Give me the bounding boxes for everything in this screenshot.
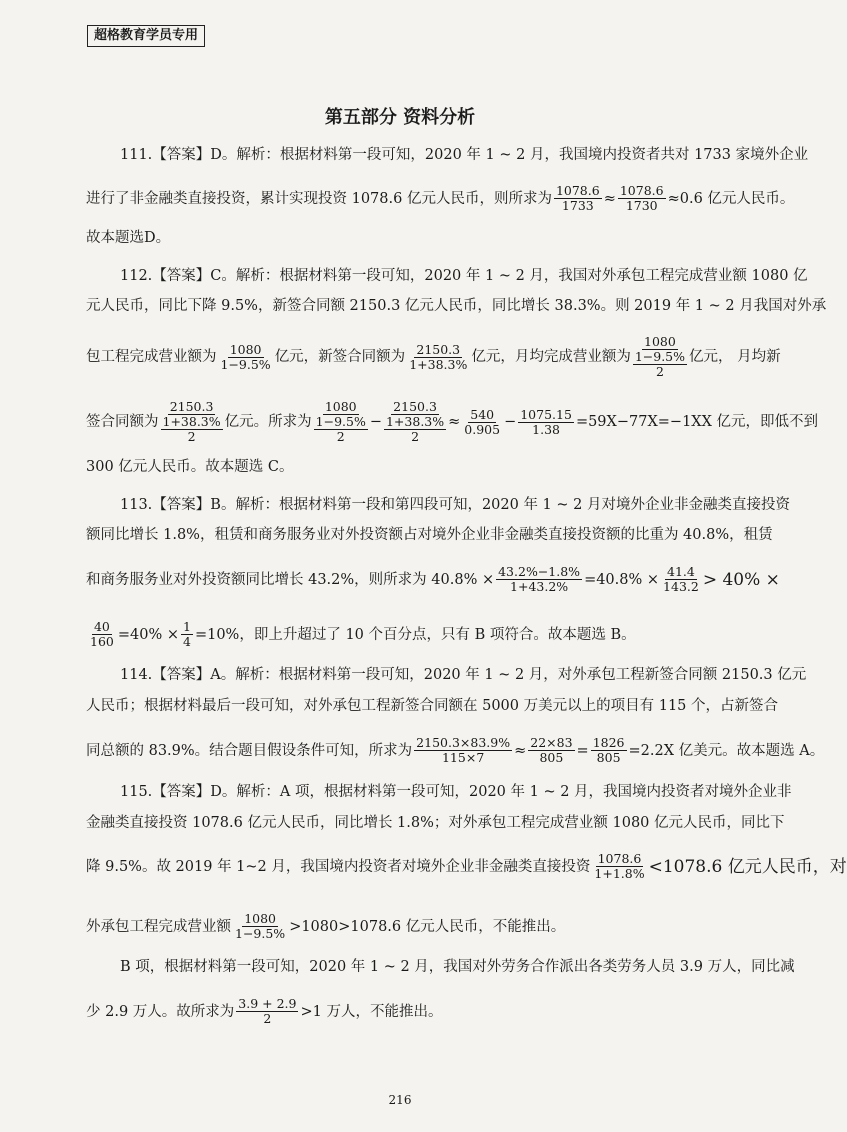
q115-line-4: 外承包工程完成营业额 $\frac{1080}{1-9.5\%}$ >1080>1078.6 亿元人民币，不能推出。 <box>86 911 566 941</box>
compound-fraction: 2150.3 1+38.3% 2 <box>162 399 221 444</box>
fraction: $\frac{1080}{1-9.5\%}$ <box>220 341 271 372</box>
q114-line-1: 114.【答案】A。解析：根据材料第一段可知，2020 年 1 ~ 2 月，对外承包工程新签合同额 2150.3 亿元 <box>120 667 807 683</box>
q112-line-4: 签合同额为 2150.3 1+38.3% 2 亿元。所求为 1080 1−9.5% 2 − 2150.3 1+38.3% 2 ≈ $\frac{540}{0.905}$ − $\frac{1075.15}{1.38}$ =59X−77X=−1XX 亿元，即低不到 <box>86 399 819 444</box>
q113-line-1: 113.【答案】B。解析：根据材料第一段和第四段可知，2020 年 1 ~ 2 月对境外企业非金融类直接投资 <box>120 497 790 513</box>
fraction: $\frac{41.4}{143.2}$ <box>663 564 699 594</box>
fraction: $\frac{43.2\%-1.8\%}{1+43.2\%}$ <box>498 564 581 594</box>
q112-line-2: 元人民币，同比下降 9.5%，新签合同额 2150.3 亿元人民币，同比增长 38.3%。则 2019 年 1 ~ 2 月我国对外承 <box>86 298 827 314</box>
q113-line-2: 额同比增长 1.8%，租赁和商务服务业对外投资额占对境外企业非金融类直接投资额的比重为 40.8%，租赁 <box>86 527 773 543</box>
q111-line-1: 111.【答案】D。解析：根据材料第一段可知，2020 年 1 ~ 2 月，我国境内投资者共对 1733 家境外企业 <box>120 147 809 163</box>
q115-line-2: 金融类直接投资 1078.6 亿元人民币，同比增长 1.8%；对外承包工程完成营业额 1080 亿元人民币，同比下 <box>86 815 785 831</box>
q112-line-3: 包工程完成营业额为 $\frac{1080}{1-9.5\%}$ 亿元，新签合同额为 $\frac{2150.3}{1+38.3\%}$ 亿元，月均完成营业额为 1080 1−9.5% 2 亿元， 月均新 <box>86 334 781 379</box>
q113-line-4: $\frac{40}{160}$ =40% × $\frac{1}{4}$ =10%，即上升超过了 10 个百分点，只有 B 项符合。故本题选 B。 <box>90 619 636 649</box>
q112-line-5: 300 亿元人民币。故本题选 C。 <box>86 459 294 475</box>
fraction: $\frac{40}{160}$ <box>90 619 114 649</box>
q111-line-3: 故本题选D。 <box>86 230 171 246</box>
fraction: $\frac{1826}{805}$ <box>592 735 625 765</box>
fraction: $\frac{22\times 83}{805}$ <box>530 735 573 765</box>
fraction: $\frac{2150.3}{1+38.3\%}$ <box>409 341 468 372</box>
compound-fraction: 1080 1−9.5% 2 <box>634 334 686 379</box>
section-title: 第五部分 资料分析 <box>324 107 476 128</box>
q115-line-3: 降 9.5%。故 2019 年 1~2 月，我国境内投资者对境外企业非金融类直接投资 $\frac{1078.6}{1+1.8\%}$ <1078.6 亿元人民币，对 <box>86 851 847 881</box>
fraction: $\frac{1078.6}{1730}$ <box>619 183 664 213</box>
page-number: 216 <box>388 1093 412 1107</box>
fraction: $\frac{1}{4}$ <box>183 619 191 649</box>
fraction: $\frac{2150.3\times 83.9\%}{115\times 7}$ <box>416 735 511 765</box>
fraction: $\frac{3.9 + 2.9}{2}$ <box>238 996 297 1026</box>
q114-line-3: 同总额的 83.9%。结合题目假设条件可知，所求为 $\frac{2150.3\times 83.9\%}{115\times 7}$ ≈ $\frac{22\times 83}{805}$ = $\frac{1826}{805}$ =2.2X 亿美元。故本题选 A。 <box>86 735 825 765</box>
student-only-tag: 超格教育学员专用 <box>87 25 205 47</box>
fraction: $\frac{1078.6}{1733}$ <box>555 183 600 213</box>
q113-line-3: 和商务服务业对外投资额同比增长 43.2%，则所求为 40.8% × $\frac{43.2\%-1.8\%}{1+43.2\%}$ =40.8% × $\frac{41.4}{143.2}$ > 40% × <box>86 564 780 594</box>
q112-line-1: 112.【答案】C。解析：根据材料第一段可知，2020 年 1 ~ 2 月，我国对外承包工程完成营业额 1080 亿 <box>120 268 808 284</box>
q115-line-1: 115.【答案】D。解析：A 项，根据材料第一段可知，2020 年 1 ~ 2 月，我国境内投资者对境外企业非 <box>120 784 792 800</box>
compound-fraction: 2150.3 1+38.3% 2 <box>385 399 445 444</box>
fraction: $\frac{1080}{1-9.5\%}$ <box>235 911 286 941</box>
compound-fraction: 1080 1−9.5% 2 <box>315 399 366 444</box>
q115-line-6: 少 2.9 万人。故所求为 $\frac{3.9 + 2.9}{2}$ >1 万人，不能推出。 <box>86 996 443 1026</box>
fraction: $\frac{1075.15}{1.38}$ <box>520 406 572 437</box>
fraction: $\frac{540}{0.905}$ <box>464 406 501 437</box>
q111-line-2: 进行了非金融类直接投资，累计实现投资 1078.6 亿元人民币，则所求为 $\frac{1078.6}{1733}$ ≈ $\frac{1078.6}{1730}$ ≈0.6 亿元人民币。 <box>86 183 795 213</box>
q114-line-2: 人民币；根据材料最后一段可知，对外承包工程新签合同额在 5000 万美元以上的项目有 115 个，占新签合 <box>86 698 779 714</box>
q115-line-5: B 项，根据材料第一段可知，2020 年 1 ~ 2 月，我国对外劳务合作派出各类劳务人员 3.9 万人，同比减 <box>120 959 795 975</box>
fraction: $\frac{1078.6}{1+1.8\%}$ <box>594 851 645 881</box>
